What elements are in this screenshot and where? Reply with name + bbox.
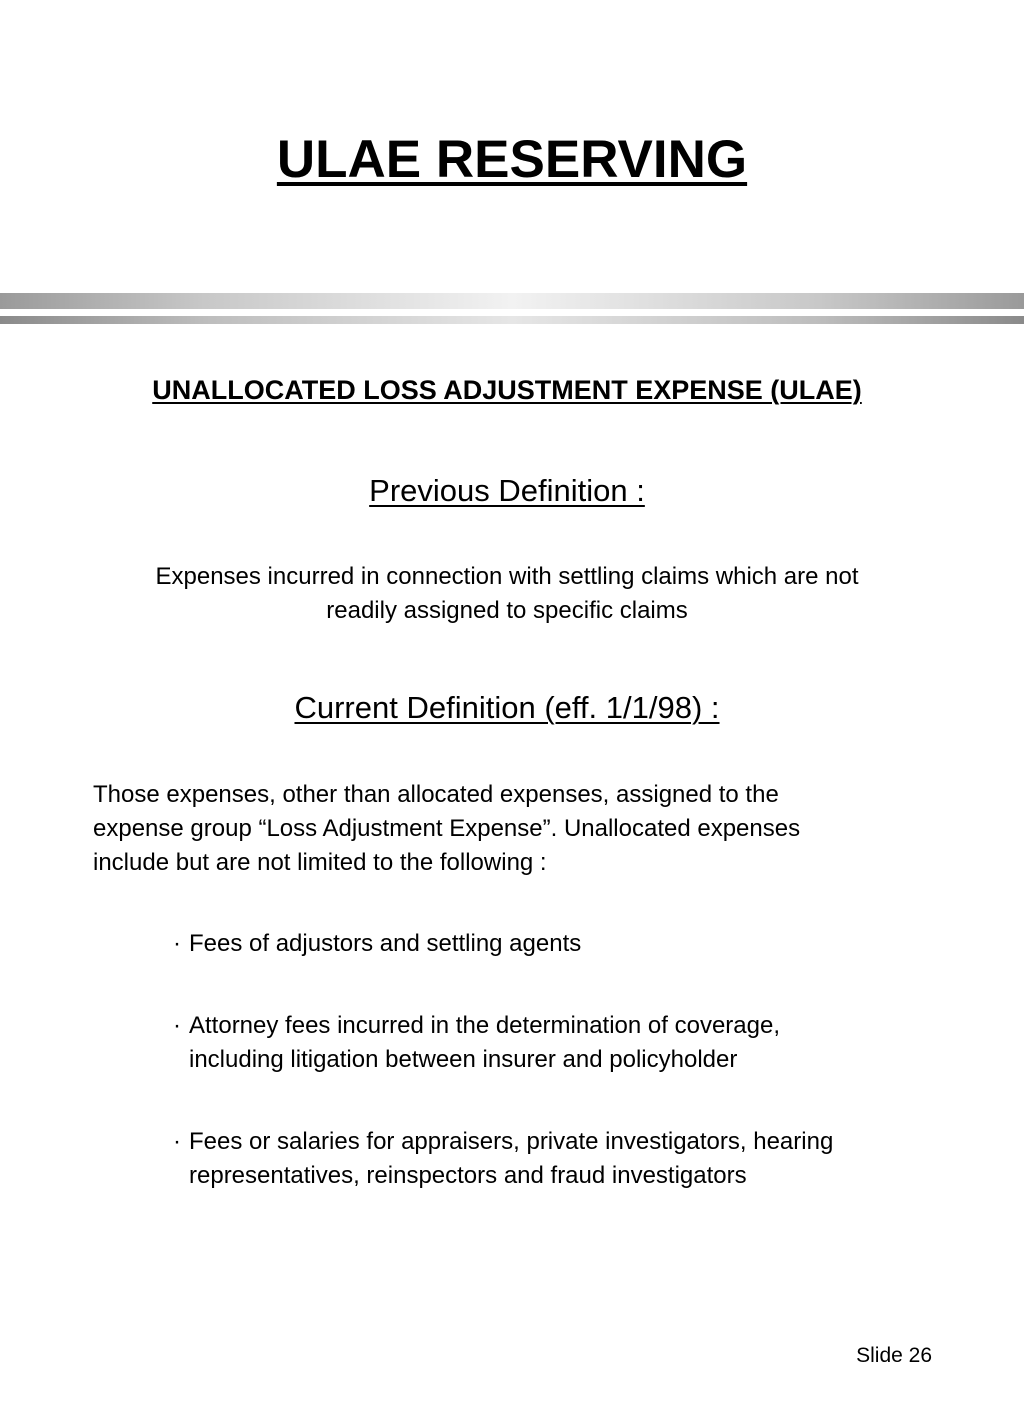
divider-band-bottom: [0, 316, 1024, 324]
previous-definition-line: readily assigned to specific claims: [326, 597, 688, 624]
slide-title-text: ULAE RESERVING: [276, 130, 748, 189]
list-item: [173, 927, 973, 961]
ulae-bullet-list: [173, 927, 973, 1193]
bullet-line: including litigation between insurer and policyholder: [189, 1046, 738, 1073]
current-definition-heading: Current Definition (eff. 1/1/98) :: [294, 690, 720, 725]
bullet-text: [189, 1125, 973, 1193]
bullet-line: representatives, reinspectors and fraud investigators: [189, 1162, 747, 1189]
bullet-text: [189, 927, 973, 961]
bullet-dot-icon: ·: [173, 1128, 181, 1155]
section-heading: UNALLOCATED LOSS ADJUSTMENT EXPENSE (ULAE): [152, 375, 862, 405]
previous-definition-text: [0, 560, 1014, 628]
current-definition-line: Those expenses, other than allocated expenses, assigned to the: [93, 781, 779, 808]
bullet-line: Fees of adjustors and settling agents: [189, 930, 582, 957]
slide-number: Slide 26: [856, 1344, 932, 1367]
list-item: [173, 1125, 973, 1193]
bullet-line: Fees or salaries for appraisers, private investigators, hearing: [189, 1128, 834, 1155]
slide-title: [0, 126, 1024, 194]
bullet-line: Attorney fees incurred in the determination of coverage,: [189, 1012, 780, 1039]
list-item: [173, 1009, 973, 1077]
bullet-dot-icon: ·: [173, 930, 181, 957]
current-definition-line: expense group “Loss Adjustment Expense”. Unallocated expenses: [93, 815, 801, 842]
current-definition-text: [93, 778, 953, 880]
current-definition-line: include but are not limited to the following :: [93, 849, 547, 876]
bullet-dot-icon: ·: [173, 1012, 181, 1039]
divider-band-top: [0, 293, 1024, 309]
previous-definition-heading: Previous Definition :: [369, 473, 645, 508]
bullet-text: [189, 1009, 973, 1077]
previous-definition-line: Expenses incurred in connection with settling claims which are not: [155, 563, 859, 590]
